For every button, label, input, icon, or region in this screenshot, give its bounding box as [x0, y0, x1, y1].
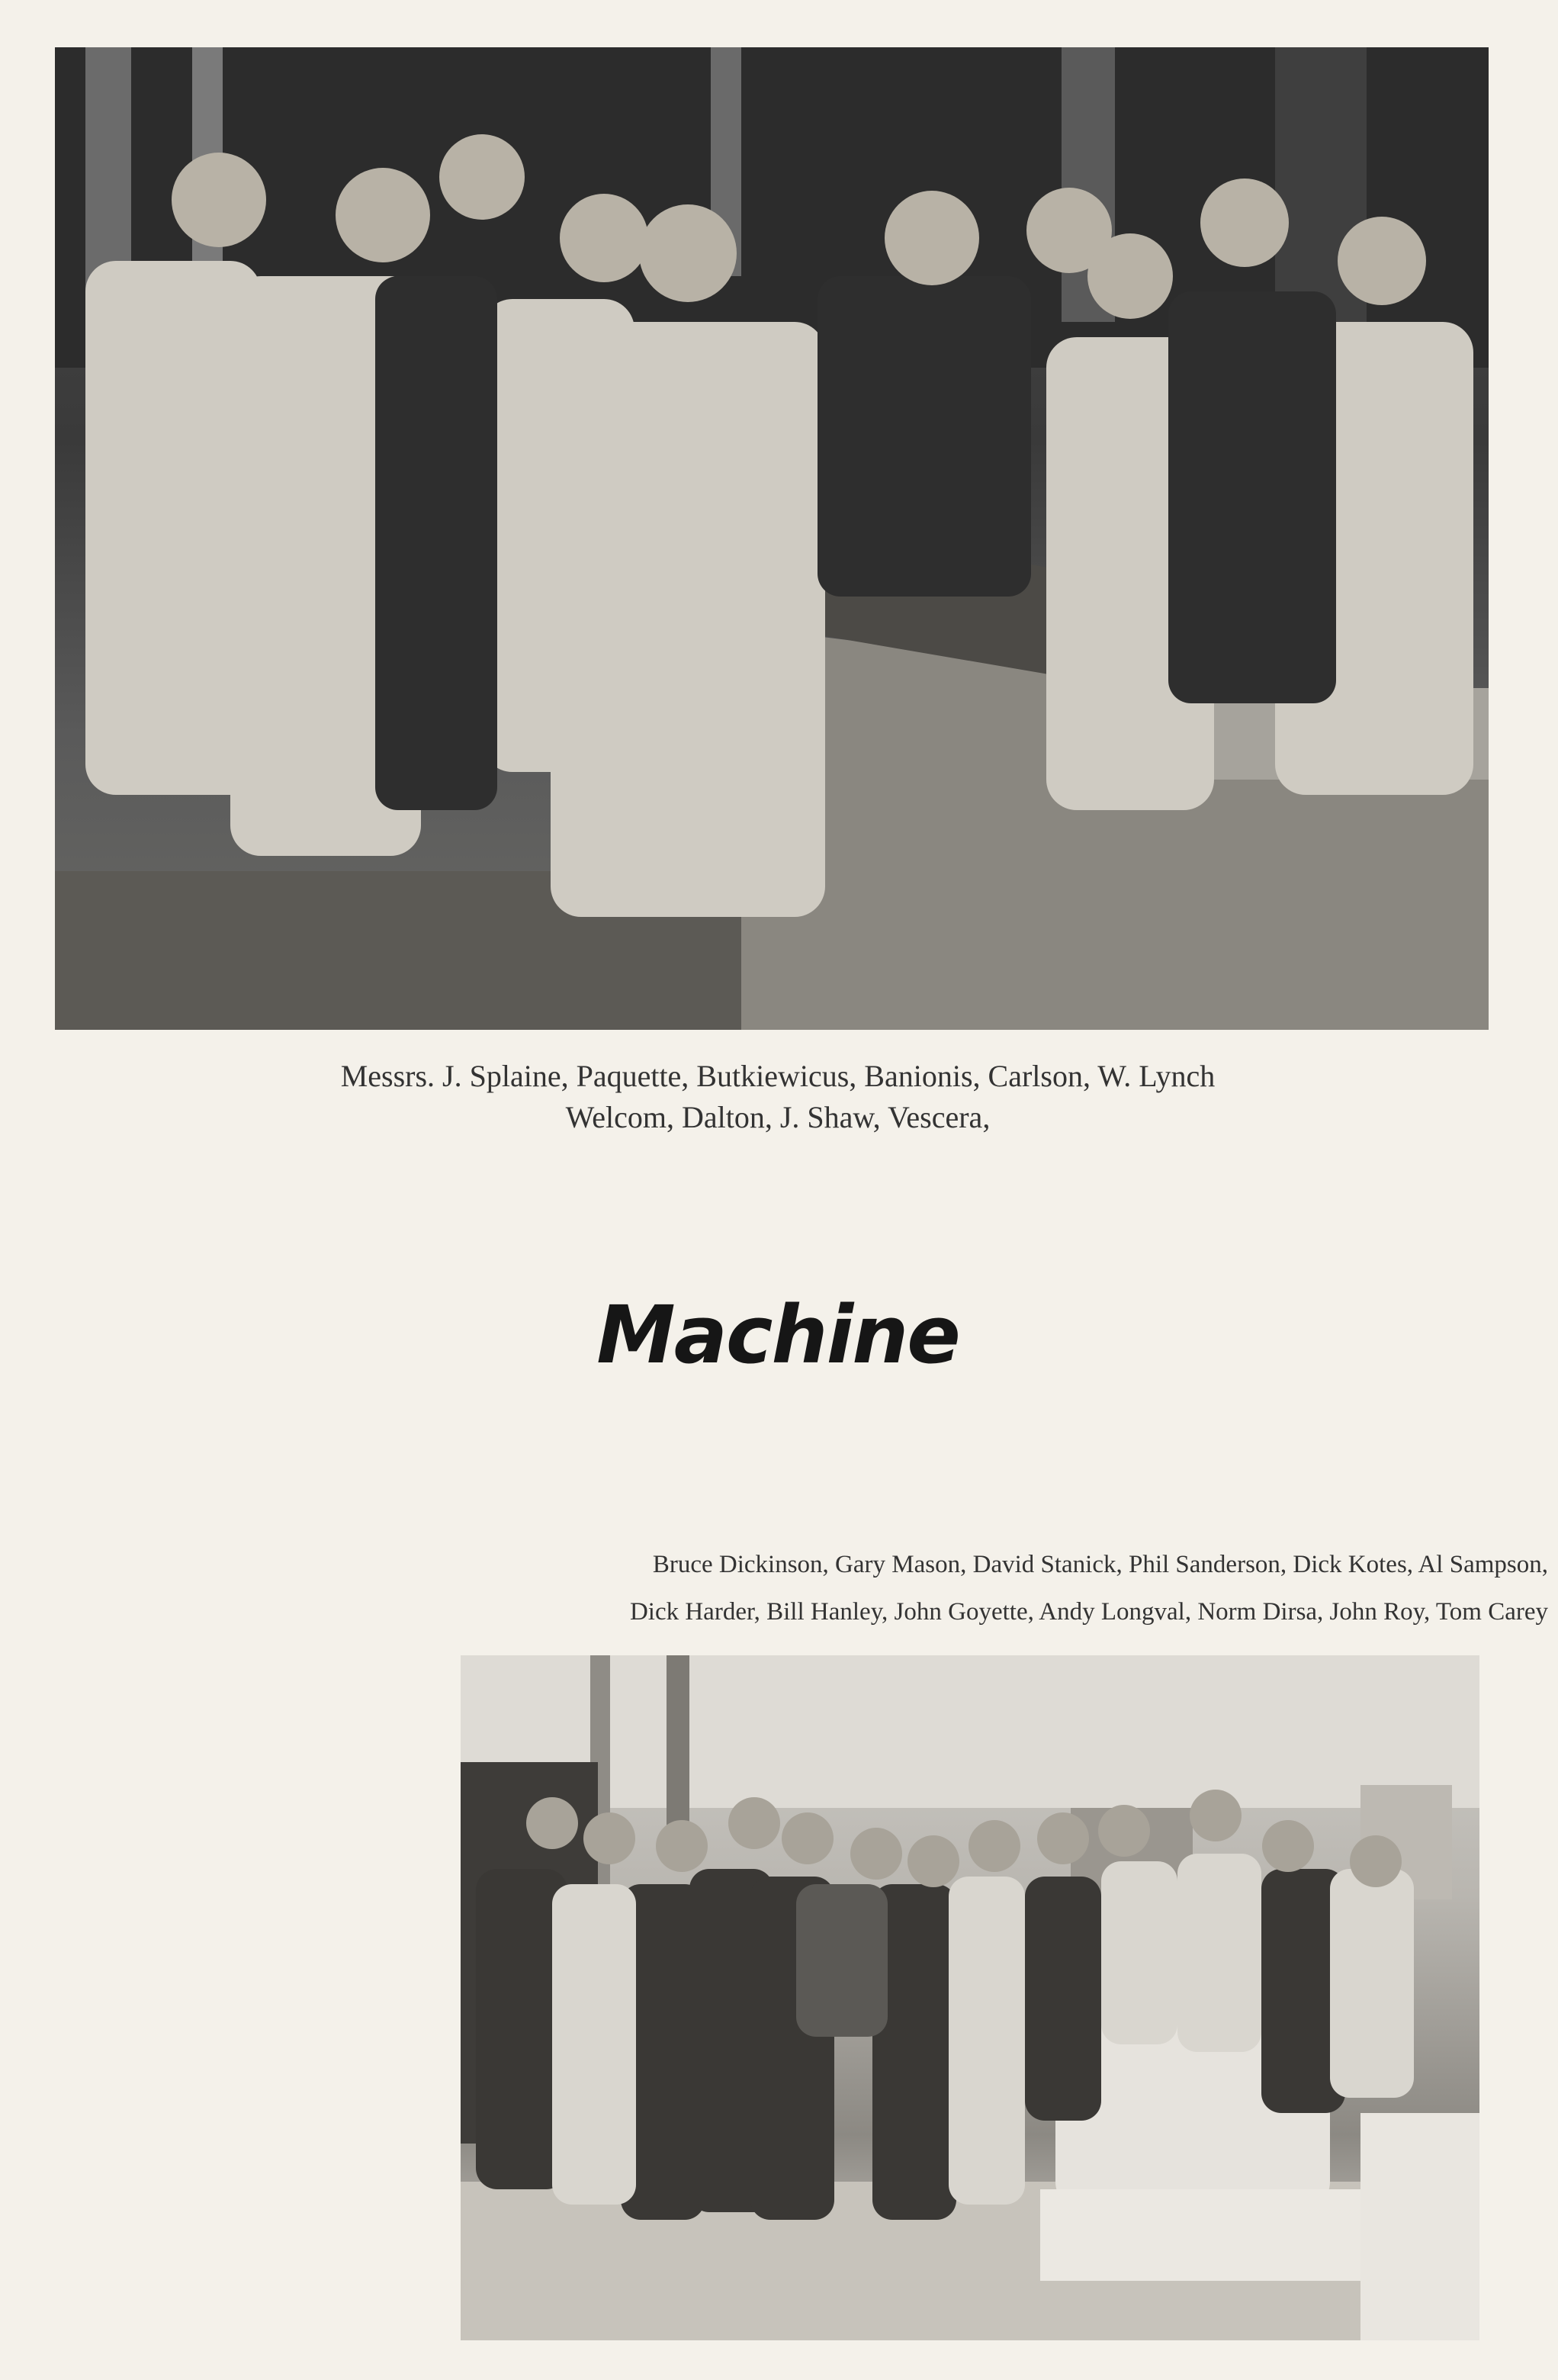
students-caption-line-2: Dick Harder, Bill Hanley, John Goyette, Andy Longval, Norm Dirsa, John Roy, Tom Carey [629, 1598, 1548, 1626]
faculty-caption [229, 1056, 1327, 1138]
faculty-group-photo [55, 47, 1489, 1030]
faculty-caption-line-1: Messrs. J. Splaine, Paquette, Butkiewicus, Banionis, Carlson, W. Lynch [340, 1059, 1216, 1093]
section-title: Machine [596, 1288, 959, 1381]
students-group-photo [461, 1655, 1479, 2340]
students-caption-line-1: Bruce Dickinson, Gary Mason, David Stanick, Phil Sanderson, Dick Kotes, Al Sampson, [652, 1551, 1548, 1578]
faculty-caption-line-2: Welcom, Dalton, J. Shaw, Vescera, [565, 1100, 991, 1134]
students-caption [381, 1541, 1548, 1635]
